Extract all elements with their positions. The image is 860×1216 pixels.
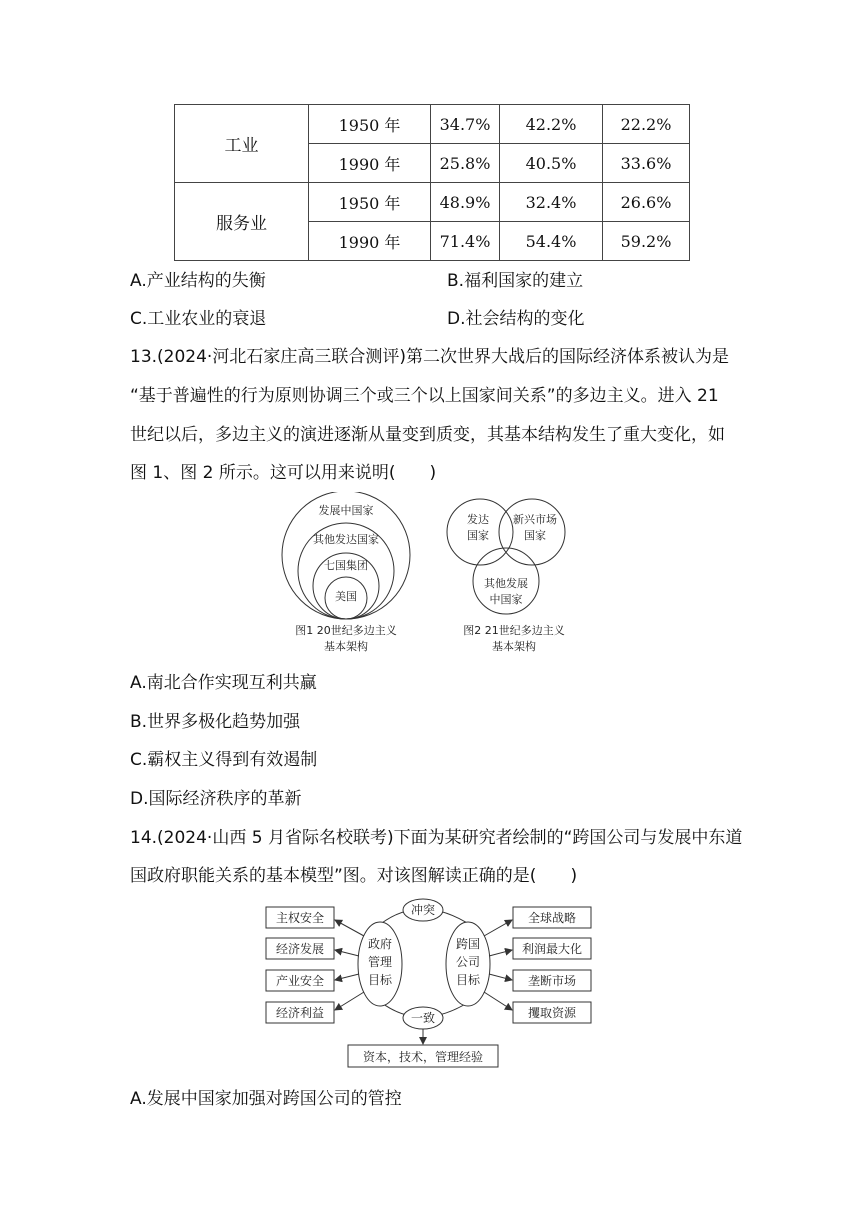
label-developing: 发展中国家 xyxy=(318,504,374,517)
label-other-developing-1: 其他发展 xyxy=(484,577,528,590)
label-emerging-1: 新兴市场 xyxy=(513,513,557,526)
q13-stem-line: 世纪以后，多边主义的演进逐渐从量变到质变，其基本结构发生了重大变化，如 xyxy=(130,425,725,445)
industry-structure-table xyxy=(174,104,690,261)
label-developed-2: 国家 xyxy=(467,529,489,542)
figure-2-caption: 图2 21世纪多边主义 xyxy=(463,624,565,637)
q13-stem-line: 图 1、图 2 所示。这可以用来说明( ) xyxy=(130,463,437,483)
table-cell-value: 25.8% xyxy=(431,144,500,183)
table-cell-year: 1990 年 xyxy=(309,222,431,261)
corp-label-2: 公司 xyxy=(455,955,481,969)
table-cell-value: 26.6% xyxy=(603,183,690,222)
table-cell-value: 34.7% xyxy=(431,105,500,144)
table-row xyxy=(175,183,690,222)
arrow-to-industry-security xyxy=(335,974,359,980)
q13-option-d[interactable]: D.国际经济秩序的革新 xyxy=(130,789,302,809)
table-cell-value: 48.9% xyxy=(431,183,500,222)
label-emerging-2: 国家 xyxy=(524,529,546,542)
label-econ-development: 经济发展 xyxy=(275,942,325,956)
corp-label-3: 目标 xyxy=(455,973,481,987)
corp-label-1: 跨国 xyxy=(455,937,481,951)
label-industry-security: 产业安全 xyxy=(275,974,325,988)
q13-stem-line: “基于普遍性的行为原则协调三个或三个以上国家间关系”的多边主义。进入 21 xyxy=(130,386,719,406)
arrow-to-econ-interest xyxy=(335,992,364,1010)
table-cell-category: 服务业 xyxy=(175,183,309,261)
q12-option-d[interactable]: D.社会结构的变化 xyxy=(447,309,585,329)
arrow-to-resources xyxy=(484,992,512,1010)
figure-1-caption-2: 基本架构 xyxy=(324,640,368,653)
agree-label: 一致 xyxy=(410,1011,436,1025)
q14-option-a[interactable]: A.发展中国家加强对跨国公司的管控 xyxy=(130,1089,402,1109)
label-g7: 七国集团 xyxy=(324,559,368,572)
q14-stem-line: 14.(2024·山西 5 月省际名校联考)下面为某研究者绘制的“跨国公司与发展中东道 xyxy=(130,828,743,848)
table-cell-value: 71.4% xyxy=(431,222,500,261)
table-cell-year: 1950 年 xyxy=(309,183,431,222)
arrow-to-sovereignty xyxy=(335,920,364,936)
figure-1-nested-circles xyxy=(282,492,410,653)
table-cell-value: 40.5% xyxy=(500,144,603,183)
label-other-developed: 其他发达国家 xyxy=(313,533,379,546)
label-monopoly: 垄断市场 xyxy=(527,974,577,988)
arrow-to-profit-max xyxy=(489,950,512,956)
q12-option-a[interactable]: A.产业结构的失衡 xyxy=(130,271,266,291)
table-cell-year: 1990 年 xyxy=(309,144,431,183)
label-usa: 美国 xyxy=(335,590,357,603)
gov-label-2: 管理 xyxy=(367,955,393,969)
q13-figures xyxy=(270,492,590,658)
table-cell-category: 工业 xyxy=(175,105,309,183)
table-cell-value: 42.2% xyxy=(500,105,603,144)
label-developed-1: 发达 xyxy=(467,513,489,526)
figure-2-caption-2: 基本架构 xyxy=(492,640,536,653)
table-cell-value: 59.2% xyxy=(603,222,690,261)
arrow-to-econ-development xyxy=(335,950,359,956)
q13-option-a[interactable]: A.南北合作实现互利共赢 xyxy=(130,673,317,693)
q13-option-c[interactable]: C.霸权主义得到有效遏制 xyxy=(130,750,318,770)
q13-stem-line: 13.(2024·河北石家庄高三联合测评)第二次世界大战后的国际经济体系被认为是 xyxy=(130,347,729,367)
label-econ-interest: 经济利益 xyxy=(275,1006,325,1020)
table-cell-value: 54.4% xyxy=(500,222,603,261)
arrow-to-global-strategy xyxy=(484,920,512,936)
label-other-developing-2: 中国家 xyxy=(489,593,523,606)
q14-diagram xyxy=(260,898,630,1070)
conflict-label: 冲突 xyxy=(410,903,436,917)
figure-1-caption: 图1 20世纪多边主义 xyxy=(295,624,397,637)
q12-option-b[interactable]: B.福利国家的建立 xyxy=(447,271,584,291)
gov-label-3: 目标 xyxy=(367,973,393,987)
label-resources: 攫取资源 xyxy=(527,1006,577,1020)
table-cell-value: 22.2% xyxy=(603,105,690,144)
arrow-to-monopoly xyxy=(489,974,512,980)
table-row xyxy=(175,105,690,144)
q13-option-b[interactable]: B.世界多极化趋势加强 xyxy=(130,712,301,732)
figure-2-venn xyxy=(447,499,565,653)
label-global-strategy: 全球战略 xyxy=(527,911,577,925)
q14-stem-line: 国政府职能关系的基本模型”图。对该图解读正确的是( ) xyxy=(130,866,578,886)
table-cell-value: 32.4% xyxy=(500,183,603,222)
gov-label-1: 政府 xyxy=(367,937,393,951)
left-goal-boxes xyxy=(266,907,334,1023)
q12-option-c[interactable]: C.工业农业的衰退 xyxy=(130,309,267,329)
label-profit-max: 利润最大化 xyxy=(521,942,583,956)
label-sovereignty: 主权安全 xyxy=(275,911,325,925)
table-cell-year: 1950 年 xyxy=(309,105,431,144)
table-cell-value: 33.6% xyxy=(603,144,690,183)
label-capital-tech: 资本，技术，管理经验 xyxy=(362,1050,484,1064)
right-goal-boxes xyxy=(513,907,591,1023)
